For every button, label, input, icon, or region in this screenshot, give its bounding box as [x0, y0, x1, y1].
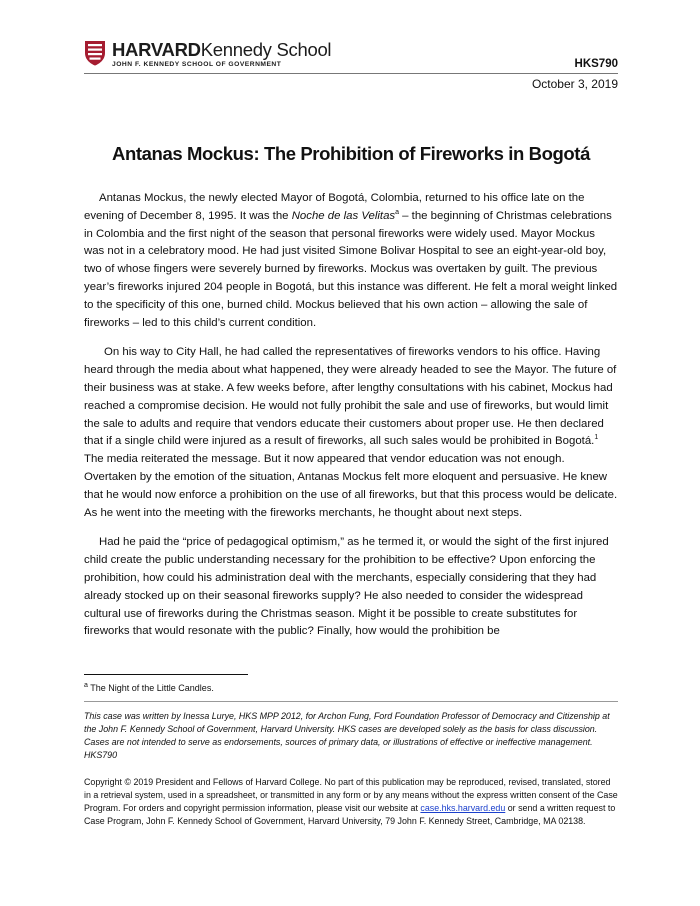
case-date: October 3, 2019	[531, 77, 618, 91]
paragraph-2: On his way to City Hall, he had called the representatives of fireworks vendors to his office. Having heard through the media about what happened, they were already headed to see the Mayor. The future of their business was at stake. A few weeks before, after lengthy consultations with his cabinet, Mockus had reached a compromise decision. He would not fully prohibit the sale and use of fireworks, but would limit the sale to adults and require that vendors educate their customers about proper use. He then declared that if a single child were injured as a result of fireworks, all such sales would be prohibited in Bogotá.$^1$ The media reiterated the message. But it now appeared that vendor education was not enough. Overtaken by the emotion of the situation, Antanas Mockus felt more eloquent and persuasive. He knew that he would now enforce a prohibition on the use of all fireworks, but that this process would be delicate. As he went into the meeting with the fireworks merchants, he thought about next steps.	[84, 346, 618, 519]
footnote-ref-1[interactable]: 1	[594, 434, 599, 442]
case-program-link[interactable]: case.hks.harvard.edu	[420, 803, 506, 813]
harvard-shield-icon	[84, 40, 106, 66]
document-body	[84, 190, 618, 653]
logo-wordmark	[112, 39, 331, 61]
case-authorship-note: This case was written by Inessa Lurye, HKS MPP 2012, for Archon Fung, Ford Foundation Professor of Democracy and Citizenship at the John F. Kennedy School of Government, Harvard University. HKS cases are developed solely as the basis for class discussion. Cases are not intended to serve as endorsements, sources of primary data, or illustrations of effective or ineffective management. HKS790	[84, 711, 610, 760]
header-rule	[84, 73, 618, 74]
case-code: HKS790	[574, 58, 618, 70]
footnote-separator	[84, 674, 248, 675]
footnote-ref-a[interactable]: a	[395, 209, 400, 216]
logo-kennedy-school-text: Kennedy School	[200, 39, 332, 60]
footnote-a: $^a$ The Night of the Little Candles.	[84, 682, 214, 693]
paragraph-3: Had he paid the “price of pedagogical optimism,” as he termed it, or would the sight of the first injured child create the public understanding necessary for the prohibition to be effective? Upon enforcing the prohibition, how could his administration deal with the merchants, especially considering that they had already stocked up on their seasonal fireworks supply? He also needed to consider the widespread cultural use of fireworks during the Christmas season. Might it be possible to create substitutes for fireworks that would resonate with the public? Finally, how would the prohibition be	[84, 536, 609, 638]
paragraph-1: Antanas Mockus, the newly elected Mayor of Bogotá, Colombia, returned to his office late on the evening of December 8, 1995. It was the Noche de las Velitas$^a$ – the beginning of Christmas celebrations in Colombia and the first night of the season that personal fireworks were widely used. Mayor Mockus was not in a celebratory mood. He had just visited Simone Bolivar Hospital to see an eight-year-old boy, two of whose fingers were severely burned by fireworks. Mockus was overtaken by guilt. The previous year’s fireworks injured 204 people in Bogotá, but this instance was different. He felt a moral weight linked to the specificity of this one, burned child. Mockus believed that his own action – allowing the sale of fireworks – led to this child’s current condition.	[84, 192, 618, 329]
harvard-kennedy-school-logo	[84, 39, 332, 75]
document-title: Antanas Mockus: The Prohibition of Fireworks in Bogotá	[112, 143, 590, 164]
logo-subtitle: JOHN F. KENNEDY SCHOOL OF GOVERNMENT	[112, 61, 282, 68]
logo-harvard-text: HARVARD	[112, 39, 201, 60]
case-note-separator	[84, 701, 618, 702]
noche-de-las-velitas-term: Noche de las Velitas	[291, 209, 396, 222]
copyright-notice: Copyright © 2019 President and Fellows of Harvard College. No part of this publication may be reproduced, revised, translated, stored in a retrieval system, used in a spreadsheet, or transmitted in any form or by any means without the express written consent of the Case Program. For orders and copyright permission information, please visit our website at case.hks.harvard.edu or send a written request to Case Program, John F. Kennedy School of Government, Harvard University, 79 John F. Kennedy Street, Cambridge, MA 02138.	[84, 777, 618, 826]
